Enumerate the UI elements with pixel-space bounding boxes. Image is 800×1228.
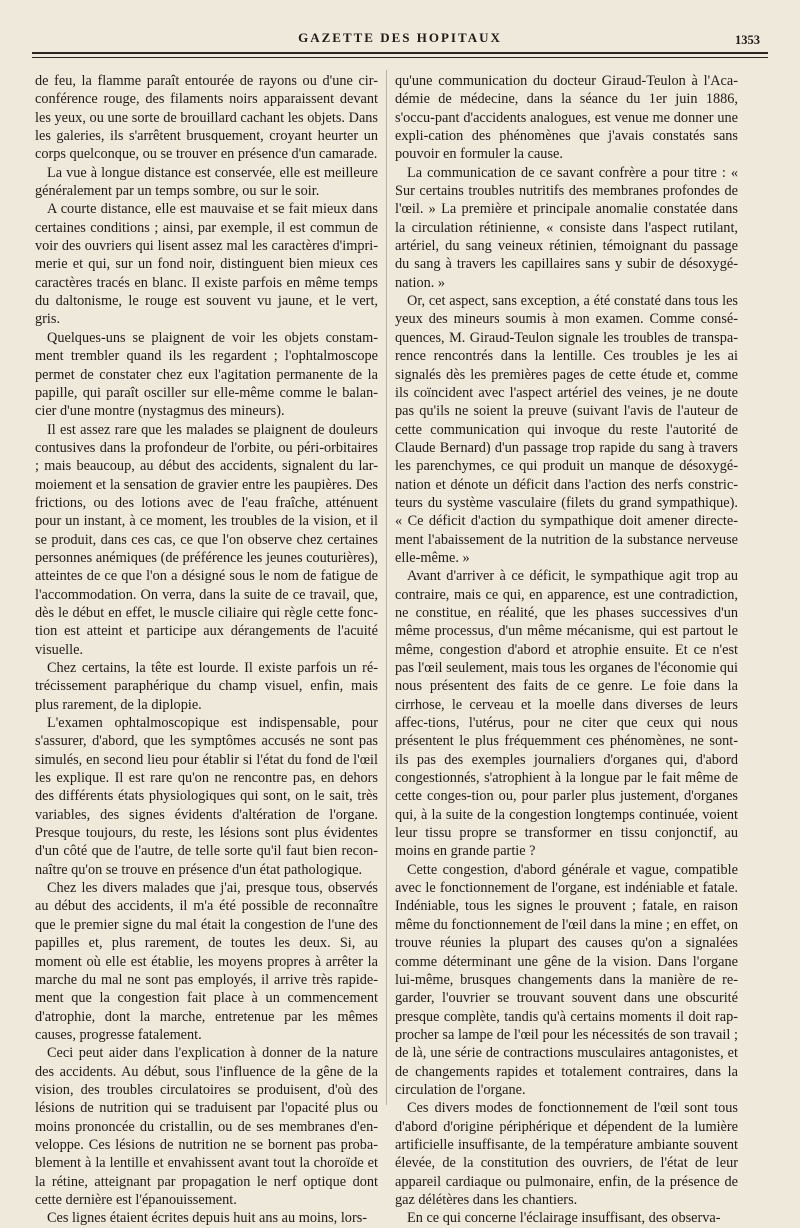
paragraph: Quelques-uns se plaignent de voir les objets constam-ment trembler quand ils les regardent ; l'ophtalmoscope permet de constater chez eux l'agitation permanente de la papille, qui paraît osciller sur elle-même comme le balan-cier d'une montre (nystagmus des mineurs). — [35, 329, 378, 420]
paragraph: Chez certains, la tête est lourde. Il existe parfois un ré-trécissement paraphérique du champ visuel, enfin, mais plus rarement, de la diplopie. — [35, 660, 378, 713]
paragraph: Ces divers modes de fonctionnement de l'œil sont tous d'abord d'origine périphérique et dépendent de la lumière artificielle insuffisante, de la température ambiante souvent élevée, de la constitution des ouvriers, de l'état de leur appareil cardiaque ou pulmonaire, enfin, de la présence de gaz délétères dans les chantiers. — [395, 1100, 738, 1208]
paragraph: La vue à longue distance est conservée, elle est meilleure généralement par un temps sombre, ou sur le soir. — [35, 164, 378, 200]
paragraph: Chez les divers malades que j'ai, presque tous, observés au début des accidents, il m'a été possible de reconnaître que le premier signe du mal était la congestion de l'une des papilles et, plus rarement, de toutes les deux. Si, au moment où elle est établie, les moyens propres à arrêter la marche du mal ne sont pas employés, il arrive très rapide-ment que la congestion fait place à un commencement d'atrophie, dont la marche, entretenue par les mêmes causes, progresse fatalement. — [35, 880, 378, 1043]
paragraph: Ces lignes étaient écrites depuis huit ans au moins, lors- — [47, 1210, 368, 1227]
paragraph: qu'une communication du docteur Giraud-Teulon à l'Aca-démie de médecine, dans la séance du 1er juin 1886, s'occu-pant d'accidents analogues, est venue me donner une expli-cation des phénomènes que j'avais constatés sans pouvoir en formuler la cause. — [395, 73, 738, 163]
paragraph: de feu, la flamme paraît entourée de rayons ou d'une cir-conférence rouge, des filaments noirs apparaissent devant les yeux, ou une sorte de brouillard cachant les objets. Dans les galeries, ils s'arrêtent brusquement, croyant heurter un corps quelconque, ou se trouver en présence d'un camarade. — [35, 73, 378, 163]
paragraph: Cette congestion, d'abord générale et vague, compatible avec le fonctionnement de l'organe, est indéniable et fatale. Indéniable, tous les signes le prouvent ; fatale, en raison même du fonctionnement de l'œil dans la mine ; en effet, on trouve réunies la plupart des causes qu'on a signalées comme déterminant une gêne de la vision. Dans l'organe lui-même, brusques changements dans la manière de re-garder, l'ouvrier se trouvant souvent dans une obscurité presque complète, tandis qu'à certains moments il doit rap-procher sa lampe de l'œil pour les nécessités de son travail ; de là, une série de contractions musculaires antagonistes, et de changements rapides et totalement contraires, dans la circulation de l'organe. — [395, 861, 738, 1098]
paragraph: En ce qui concerne l'éclairage insuffisant, des observa- — [407, 1210, 721, 1227]
column-divider — [386, 70, 387, 1105]
left-column — [35, 72, 378, 1227]
paragraph: La communication de ce savant confrère a pour titre : « Sur certains troubles nutritifs des membranes profondes de l'œil. » La première et principale anomalie constatée dans la circulation rétinienne, « consiste dans l'aspect rutilant, artériel, du sang veineux rétinien, témoignant du passage du sang à travers les capillaires sans y subir de désoxygé-nation. » — [395, 164, 738, 291]
paragraph: A courte distance, elle est mauvaise et se fait mieux dans certaines conditions ; ainsi, par exemple, il est commun de voir des ouvriers qui lisent assez mal les caractères d'impri-merie et qui, sur un fond noir, distinguent bien mieux ces caractères tracés en blanc. Il existe parfois en même temps du daltonisme, le rouge est souvent vu jaune, et le vert, gris. — [35, 201, 378, 328]
paragraph: Avant d'arriver à ce déficit, le sympathique agit trop au contraire, mais ce qui, en apparence, est une contradiction, ne constitue, en réalité, que les phases successives d'un même processus, d'un même mécanisme, qui est partout le même, congestion d'abord et atrophie ensuite. Et ce n'est pas l'œil seulement, mais tous les organes de l'économie qui nous présentent des faits de ce genre. Le foie dans la cirrhose, le cerveau et la moelle dans diverses de leurs affec-tions, l'utérus, pour ne citer que ceux qui nous présentent le plus fréquemment ces phénomènes, ne sont-ils pas des exemples journaliers d'organes qui, d'abord congestionnés, s'atrophient à la longue par le fait même de cette conges-tion ou, pour parler plus justement, d'organes qui, à la suite de la congestion longtemps continuée, voient leur tissu propre se transformer en tissu conjonctif, au moins en grande partie ? — [395, 568, 738, 860]
header-rule-thin — [32, 57, 768, 58]
paragraph: L'examen ophtalmoscopique est indispensable, pour s'assurer, d'abord, que les symptômes accusés ne sont pas simulés, en second lieu pour établir si l'état du fond de l'œil les explique. Il est rare qu'on ne rencontre pas, en dehors des différents états physiologiques qui sont, on le sait, très variables, des signes évidents d'altération de l'organe. Presque toujours, du reste, les lésions sont plus évidentes d'un côté que de l'autre, de telle sorte qu'il faut bien recon-naître qu'on se trouve en présence d'un état pathologique. — [35, 715, 378, 878]
paragraph: Il est assez rare que les malades se plaignent de douleurs contusives dans la profondeur de l'orbite, ou péri-orbitaires ; mais beaucoup, au début des accidents, signalent du lar-moiement et la sensation de gravier entre les paupières. Des frictions, ou des lotions avec de l'eau fraîche, atténuent pour un instant, à ce moment, les troubles de la vision, et il se produit, dans ces cas, ce que l'on observe chez certaines personnes anémiques (de préférence les jeunes couturières), atteintes de ce que l'on a désigné sous le nom de fatigue de l'accommodation. On verra, dans la suite de ce travail, que, dès le début en effet, le muscle ciliaire qui règle cette fonc-tion est atteint et participe aux dérangements de l'acuité visuelle. — [35, 421, 378, 658]
right-column — [395, 72, 738, 1227]
paragraph: Or, cet aspect, sans exception, a été constaté dans tous les yeux des mineurs soumis à mon examen. Comme consé-quences, M. Giraud-Teulon signale les troubles de transpa-rence rencontrés dans la lentille. Ces troubles je les ai signalés dès les premières pages de cette étude et, comme ils coïncident avec l'aspect artériel des veines, je ne doute pas qu'ils ne soient la preuve (suivant l'avis de l'auteur de cette communication qui invoque du reste l'autorité de Claude Bernard) d'un passage trop rapide du sang à travers les parenchymes, ce qui produit un manque de désoxygé-nation et dénote un déficit dans l'action des nerfs constric-teurs du système vasculaire (filets du grand sympathique). « Ce déficit d'action du sympathique doit amener directe-ment l'abaissement de la nutrition de la substance nerveuse elle-même. » — [395, 293, 738, 566]
page-header — [28, 22, 772, 58]
paragraph: Ceci peut aider dans l'explication à donner de la nature des accidents. Au début, sous l'influence de la gêne de la vision, des troubles circulatoires se produisent, d'où des lésions de nutrition qui se traduisent par l'opacité plus ou moins prononcée du cristallin, ou de ses membranes d'en-veloppe. Ces lésions de nutrition ne se bornent pas proba-blement à la lentille et envahissent avant tout la choroïde et la rétine, atteignant par propagation le nerf optique dont cette dernière est l'épanouissement. — [35, 1045, 378, 1208]
page-number: 1353 — [735, 33, 760, 47]
header-rule-thick — [32, 52, 768, 54]
running-title: GAZETTE DES HOPITAUX — [298, 30, 502, 45]
